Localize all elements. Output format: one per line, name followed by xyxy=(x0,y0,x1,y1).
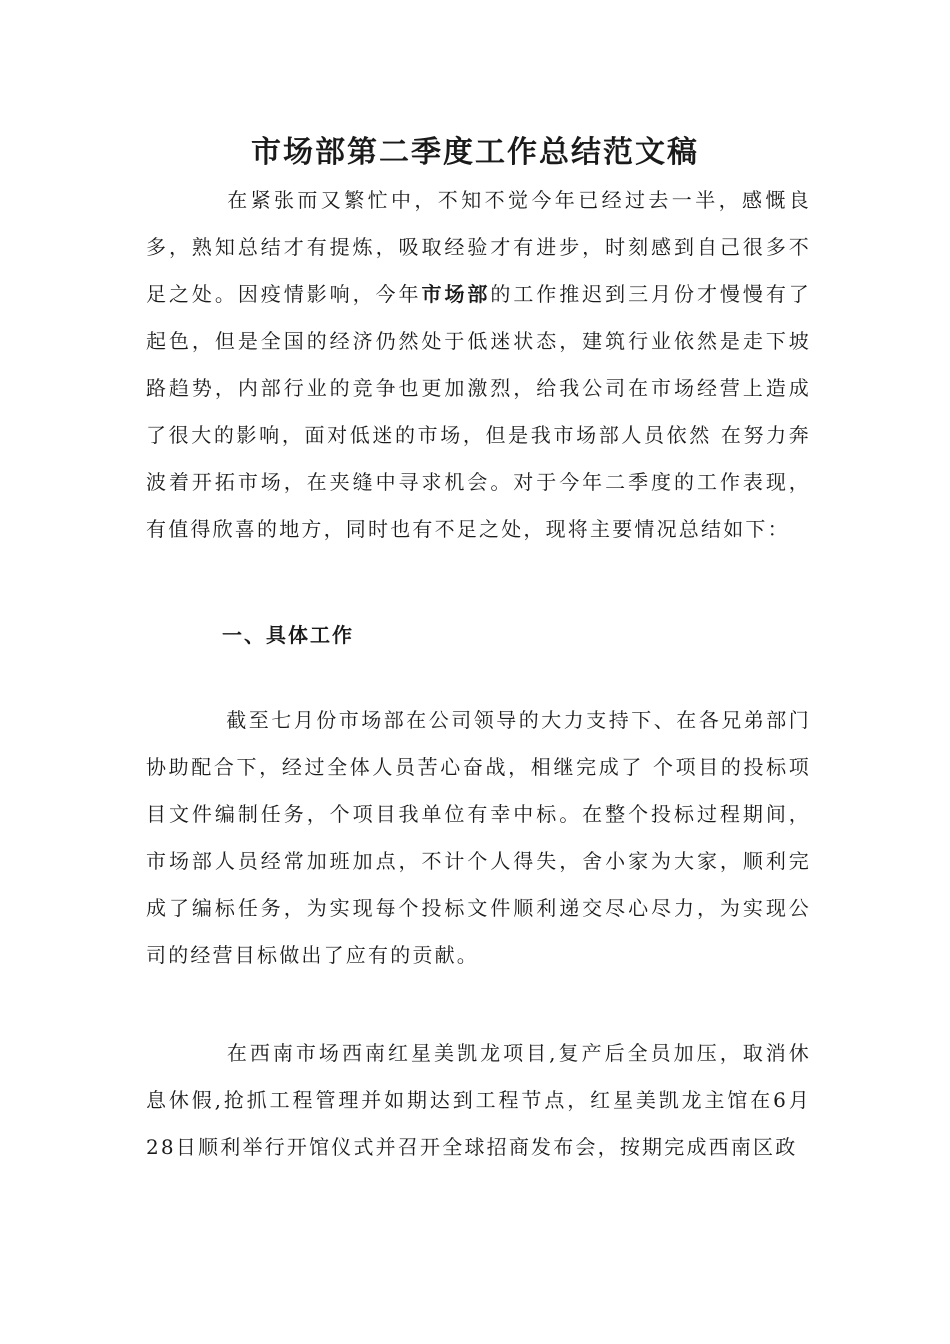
intro-bold-term: 市场部 xyxy=(421,282,491,306)
intro-text-part2: 的工作推迟到三月份才慢慢有了起色，但是全国的经济仍然处于低迷状态，建筑行业依然是走下坡路趋势，内部行业的竞争也更加激烈，给我公司在市场经营上造成了很大的影响，面对低迷的市场，但是我市场部人员依然 在努力奔波着开拓市场，在夹缝中寻求机会。对于今年二季度的工作表现，有值得欣喜的地方，同时也有不足之处，现将主要情况总结如下： xyxy=(146,282,811,541)
section-heading-specific-work: 一、具体工作 xyxy=(222,623,354,647)
southwest-project-text: 在西南市场西南红星美凯龙项目,复产后全员加压，取消休息休假,抢抓工程管理并如期达到工程节点，红星美凯龙主馆在6月28日顺利举行开馆仪式并召开全球招商发布会，按期完成西南区政 xyxy=(146,1041,811,1159)
intro-paragraph xyxy=(146,177,811,553)
work-summary-paragraph xyxy=(146,697,811,979)
work-summary-text: 截至七月份市场部在公司领导的大力支持下、在各兄弟部门协助配合下，经过全体人员苦心奋战，相继完成了 个项目的投标项目文件编制任务，个项目我单位有幸中标。在整个投标过程期间，市场部人员经常加班加点，不计个人得失，舍小家为大家，顺利完成了编标任务，为实现每个投标文件顺利递交尽心尽力，为实现公司的经营目标做出了应有的贡献。 xyxy=(146,708,811,967)
southwest-project-paragraph xyxy=(146,1030,811,1171)
intro-text-part1: 在紧张而又繁忙中，不知不觉今年已经过去一半，感慨良多，熟知总结才有提炼，吸取经验才有进步，时刻感到自己很多不足之处。因疫情影响，今年 xyxy=(146,188,811,306)
document-title: 市场部第二季度工作总结范文稿 xyxy=(251,135,699,170)
